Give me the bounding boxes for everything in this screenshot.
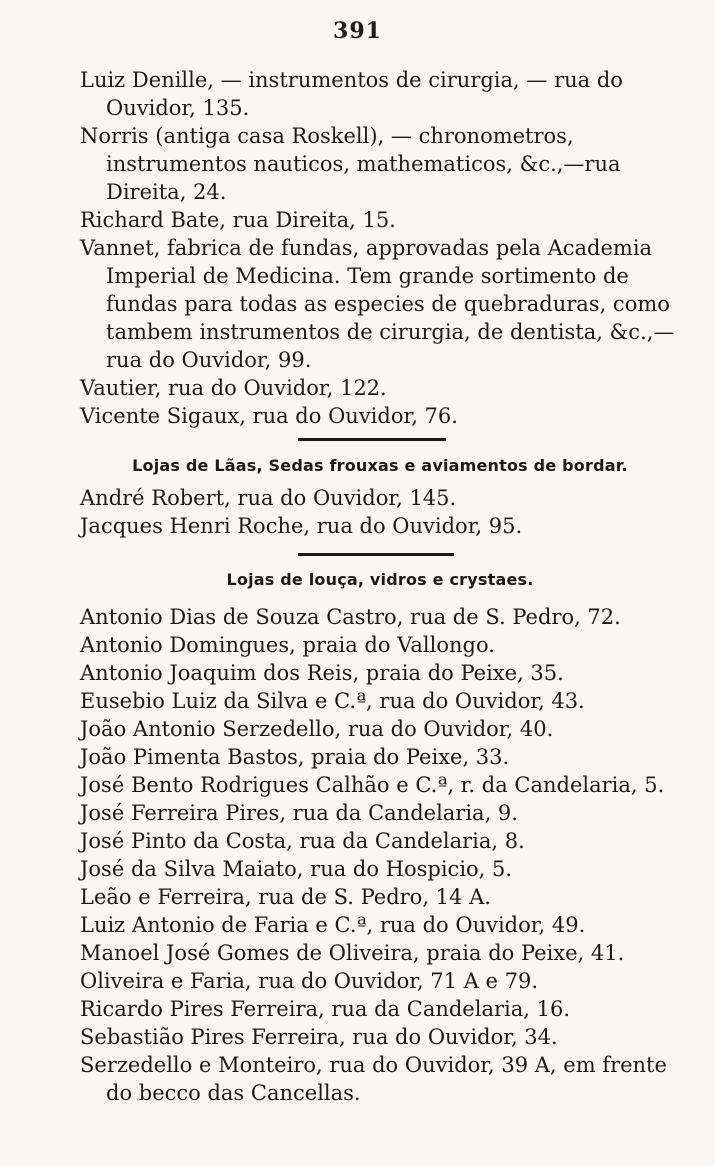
instrument-makers-list	[80, 66, 680, 430]
list-item: Oliveira e Faria, rua do Ouvidor, 71 A e 79.	[80, 969, 539, 993]
laas-shops-list	[80, 484, 680, 540]
list-item: Jacques Henri Roche, rua do Ouvidor, 95.	[80, 514, 523, 538]
list-item: Manoel José Gomes de Oliveira, praia do Peixe, 41.	[80, 941, 625, 965]
list-item: Vicente Sigaux, rua do Ouvidor, 76.	[80, 404, 458, 428]
list-item: Eusebio Luiz da Silva e C.ª, rua do Ouvidor, 43.	[80, 689, 585, 713]
list-item: José Ferreira Pires, rua da Candelaria, 9.	[80, 801, 518, 825]
list-item: Luiz Denille, — instrumentos de cirurgia, — rua do Ouvidor, 135.	[80, 68, 623, 120]
list-item: Vannet, fabrica de fundas, approvadas pela Academia Imperial de Medicina. Tem grande sortimento de fundas para todas as especies de quebraduras, como tambem instrumentos de cirurgia, de dentista, &c.,—rua do Ouvidor, 99.	[80, 236, 675, 372]
section-divider	[298, 438, 446, 441]
list-item: Sebastião Pires Ferreira, rua do Ouvidor, 34.	[80, 1025, 558, 1049]
list-item: Richard Bate, rua Direita, 15.	[80, 208, 396, 232]
list-item: Leão e Ferreira, rua de S. Pedro, 14 A.	[80, 885, 491, 909]
section-divider	[298, 553, 454, 556]
list-item: André Robert, rua do Ouvidor, 145.	[80, 486, 457, 510]
page-number: 391	[333, 18, 382, 44]
list-item: João Antonio Serzedello, rua do Ouvidor, 40.	[80, 717, 554, 741]
list-item: Serzedello e Monteiro, rua do Ouvidor, 39 A, em frente do becco das Cancellas.	[80, 1053, 667, 1105]
list-item: José Pinto da Costa, rua da Candelaria, 8.	[80, 829, 525, 853]
list-item: José Bento Rodrigues Calhão e C.ª, r. da Candelaria, 5.	[80, 773, 665, 797]
list-item: José da Silva Maiato, rua do Hospicio, 5.	[80, 857, 513, 881]
list-item: João Pimenta Bastos, praia do Peixe, 33.	[80, 745, 510, 769]
list-item: Ricardo Pires Ferreira, rua da Candelaria, 16.	[80, 997, 570, 1021]
section-heading-louca: Lojas de louça, vidros e crystaes.	[226, 570, 534, 589]
list-item: Vautier, rua do Ouvidor, 122.	[80, 376, 387, 400]
list-item: Norris (antiga casa Roskell), — chronometros, instrumentos nauticos, mathematicos, &c.,—rua Direita, 24.	[80, 124, 621, 204]
list-item: Antonio Joaquim dos Reis, praia do Peixe, 35.	[80, 661, 564, 685]
list-item: Antonio Domingues, praia do Vallongo.	[80, 633, 495, 657]
list-item: Antonio Dias de Souza Castro, rua de S. Pedro, 72.	[80, 605, 621, 629]
section-heading-laas: Lojas de Lãas, Sedas frouxas e aviamentos de bordar.	[132, 456, 628, 475]
louca-shops-list	[80, 603, 680, 1107]
list-item: Luiz Antonio de Faria e C.ª, rua do Ouvidor, 49.	[80, 913, 586, 937]
